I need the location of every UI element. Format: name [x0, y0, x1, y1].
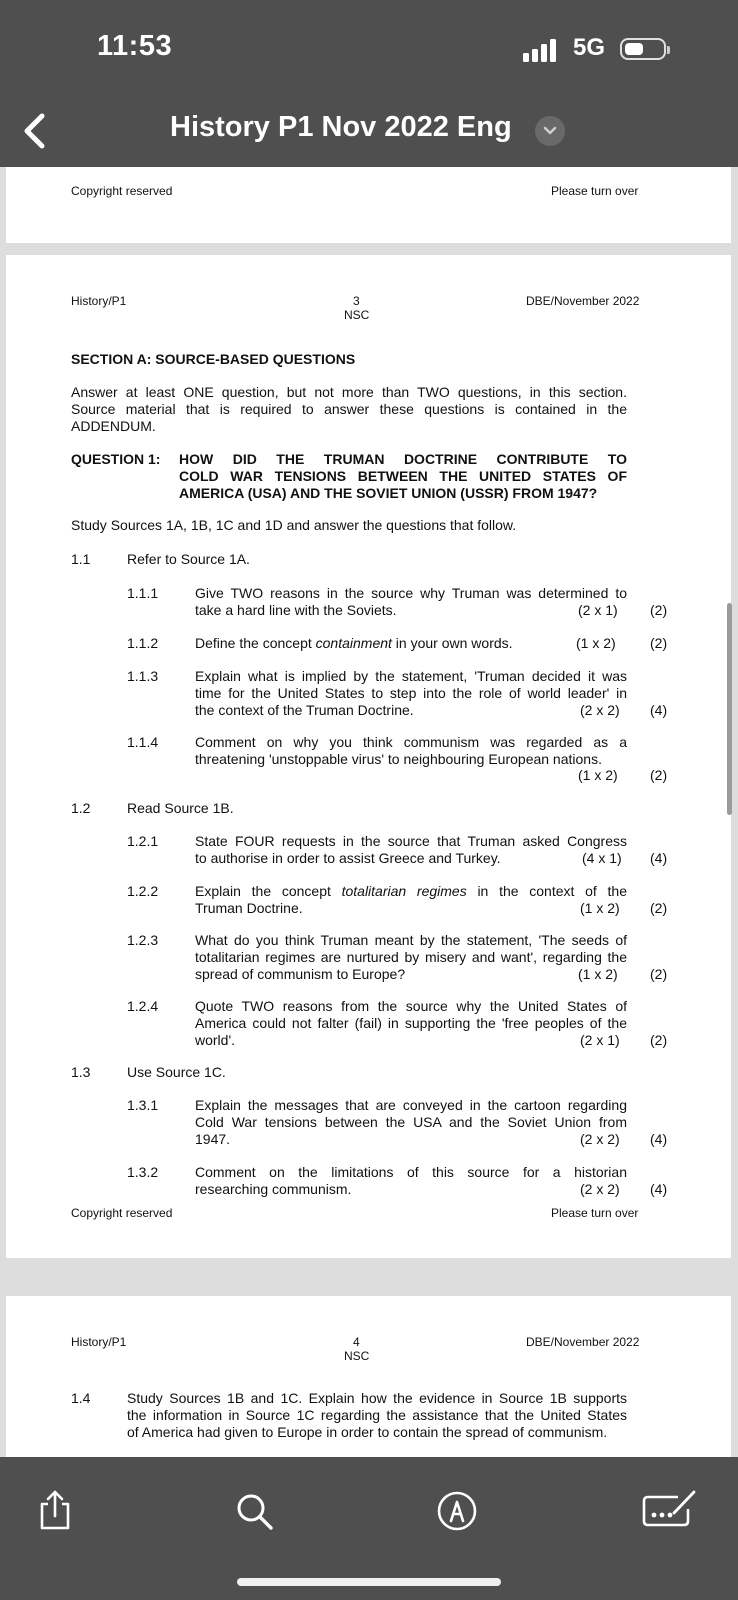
search-icon[interactable]: [236, 1493, 274, 1531]
markup-icon[interactable]: [437, 1491, 477, 1531]
page4-header-left: History/P1: [71, 1335, 127, 1349]
home-indicator[interactable]: [237, 1578, 501, 1586]
page4-number: 4: [353, 1335, 360, 1349]
section-title: SECTION A: SOURCE-BASED QUESTIONS: [71, 351, 356, 367]
page3-header-right: DBE/November 2022: [526, 294, 640, 308]
back-chevron-icon[interactable]: [22, 112, 48, 150]
signal-icon: [523, 38, 563, 62]
status-time: 11:53: [97, 30, 173, 62]
page-4: History/P1 4 NSC DBE/November 2022 1.4 Study Sources 1B and 1C. Explain how the evidence in Source 1B supports the information in Source 1C regarding the assistance that the United States of America had given to Europe in order to contain the spread of communism.: [6, 1296, 731, 1457]
page4-nsc: NSC: [344, 1349, 370, 1363]
subsection-instruction: Refer to Source 1A.: [127, 551, 250, 567]
subsection-number: 1.3: [71, 1064, 91, 1080]
page3-nsc: NSC: [344, 308, 370, 322]
subsection-instruction: Use Source 1C.: [127, 1064, 226, 1080]
subsection-number: 1.1: [71, 551, 91, 567]
scrollbar[interactable]: [727, 603, 732, 815]
status-bar: [0, 0, 738, 100]
page3-footer-left: Copyright reserved: [71, 1206, 173, 1220]
page2-footer-right: Please turn over: [551, 184, 639, 198]
share-icon[interactable]: [37, 1489, 73, 1531]
page4-header-right: DBE/November 2022: [526, 1335, 640, 1349]
chevron-down-icon: [543, 126, 557, 136]
page3-footer-right: Please turn over: [551, 1206, 639, 1220]
pdf-viewer[interactable]: [0, 167, 738, 1457]
page-3: History/P1 3 NSC DBE/November 2022 SECTION A: SOURCE-BASED QUESTIONS Answer at least ONE question, but not more than TWO questions, in this section. Source material that is required to answer these questions is contained in the ADDENDUM. QUESTION 1: HOW DID THE TRUMAN DOCTRINE CONTRIBUTE TO COLD WAR TENSIONS BETWEEN THE UNITED STATES OF AMERICA (USA) AND THE SOVIET UNION (USSR) FROM 1947? Study Sources 1A, 1B, 1C and 1D and answer the questions that follow. 1.1 Refer to Source 1A. 1.1.1 Give TWO reasons in the source why Truman was determined to take a hard line with the Soviets. (2 x 1) (2) 1.1.2 Define the concept containment in your own words. (1 x 2) (2) 1.1.3 Explain what is implied by the statement, 'Truman decided it was time for the United States to step into the role of world leader' in the context of the Truman Doctrine. (2 x 2) (4) 1.1.4 Comment on why you think communism was regarded as a threatening 'unstoppable virus' to neighbouring European nations. (1 x 2) (2) 1.2 Read Source 1B. 1.2.1 State FOUR requests in the source that Truman asked Congress to authorise in order to assist Greece and Turkey. (4 x 1) (4) 1.2.2 Explain the concept totalitarian regimes in the context of the Truman Doctrine. (1 x 2) (2) 1.2.3 What do you think Truman meant by the statement, 'The seeds of totalitarian regimes are nurtured by misery and want', regarding the spread of communism to Europe? (1 x 2) (2) 1.2.4 Quote TWO reasons from the source why the United States of America could not falter (fail) in supporting the 'free peoples of the world'. (2 x 1) (2) 1.3 Use Source 1C. 1.3.1 Explain the messages that are conveyed in the cartoon regarding Cold War tensions between the USA and the Soviet Union from 1947. (2 x 2) (4) 1.3.2 Comment on the limitations of this source for a historian researching communism. (2 x 2) (4) Copyright reserved Please turn over: [6, 255, 731, 1258]
title-dropdown-button[interactable]: [535, 116, 565, 146]
page-2: [6, 167, 731, 243]
page3-header-left: History/P1: [71, 294, 127, 308]
comment-icon[interactable]: [640, 1487, 700, 1531]
subsection-instruction: Read Source 1B.: [127, 800, 234, 816]
network-label: 5G: [573, 34, 606, 61]
document-title[interactable]: History P1 Nov 2022 Eng: [170, 111, 512, 143]
subsection-number: 1.2: [71, 800, 91, 816]
page2-footer-left: Copyright reserved: [71, 184, 173, 198]
battery-icon: [620, 38, 666, 60]
question-label: QUESTION 1:: [71, 451, 161, 467]
page3-number: 3: [353, 294, 360, 308]
study-instruction: Study Sources 1A, 1B, 1C and 1D and answer the questions that follow.: [71, 517, 517, 533]
